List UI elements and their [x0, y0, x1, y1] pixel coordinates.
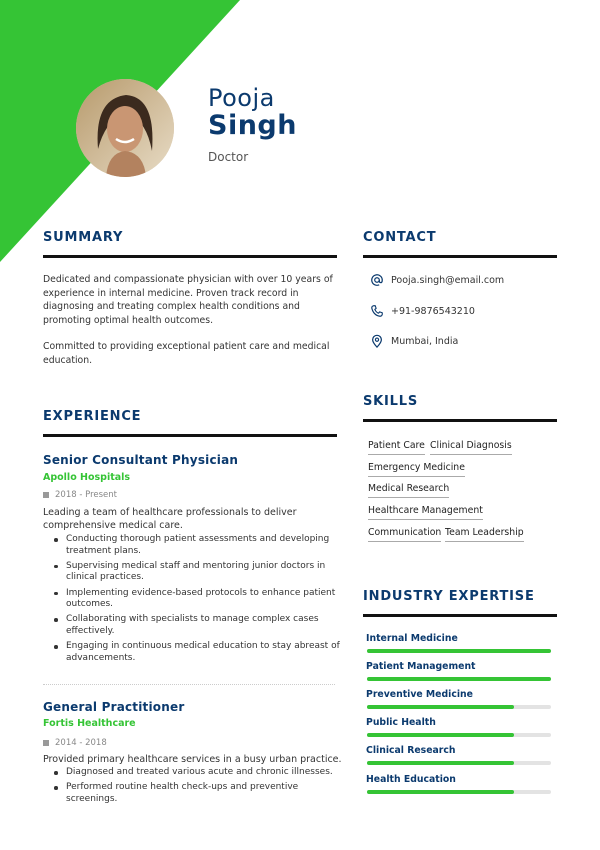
first-name: Pooja: [208, 84, 275, 112]
job-description-2: Provided primary healthcare services in a busy urban practice.: [43, 754, 342, 765]
expertise-bar: [367, 761, 551, 765]
list-item: Collaborating with specialists to manage complex cases effectively.: [43, 614, 343, 637]
list-item: Engaging in continuous medical education to stay abreast of advancements.: [43, 641, 343, 664]
list-item: Diagnosed and treated various acute and chronic illnesses.: [43, 767, 343, 779]
contact-heading: CONTACT: [363, 230, 437, 245]
contact-divider: [363, 255, 557, 258]
skill-tag: Communication: [368, 527, 441, 542]
job-dates-2: [43, 738, 107, 748]
expertise-bar: [367, 790, 551, 794]
expertise-heading: INDUSTRY EXPERTISE: [363, 589, 535, 604]
skill-tag: Team Leadership: [445, 527, 524, 542]
contact-phone-text: +91-9876543210: [391, 305, 475, 317]
location-pin-icon: [370, 334, 384, 348]
job-dates-2-text: 2014 - 2018: [55, 738, 107, 748]
expertise-bar-fill: [367, 733, 514, 737]
expertise-label: Clinical Research: [366, 745, 456, 756]
skills-divider: [363, 419, 557, 422]
phone-icon: [370, 304, 384, 318]
experience-heading: EXPERIENCE: [43, 409, 142, 424]
summary-paragraph-1: Dedicated and compassionate physician with over 10 years of experience in internal medicine. Proven track record in diagnosing and treating complex health conditions and promoting optimal health outcomes.: [43, 274, 333, 326]
calendar-icon: [43, 492, 49, 498]
job-bullets-2: [43, 767, 343, 809]
calendar-icon: [43, 740, 49, 746]
expertise-label: Preventive Medicine: [366, 689, 473, 700]
job-separator: [43, 684, 335, 685]
expertise-bar: [367, 705, 551, 709]
company-2: Fortis Healthcare: [43, 718, 136, 729]
summary-divider: [43, 255, 337, 258]
expertise-bar-fill: [367, 705, 514, 709]
expertise-bar: [367, 649, 551, 653]
contact-location: [370, 334, 458, 348]
skill-tag: Clinical Diagnosis: [430, 440, 512, 455]
job-title-1: Senior Consultant Physician: [43, 453, 239, 467]
expertise-bar: [367, 733, 551, 737]
at-icon: [370, 273, 384, 287]
job-title-2: General Practitioner: [43, 700, 185, 714]
contact-phone[interactable]: [370, 304, 475, 318]
expertise-label: Patient Management: [366, 661, 476, 672]
job-bullets-1: [43, 534, 343, 668]
list-item: Conducting thorough patient assessments and developing treatment plans.: [43, 534, 343, 557]
profile-photo: [76, 79, 174, 177]
contact-location-text: Mumbai, India: [391, 335, 459, 347]
skill-tag: Medical Research: [368, 483, 449, 498]
list-item: Implementing evidence-based protocols to enhance patient outcomes.: [43, 588, 343, 611]
experience-divider: [43, 434, 337, 437]
job-role: Doctor: [208, 150, 249, 164]
expertise-label: Internal Medicine: [366, 633, 458, 644]
job-dates-1-text: 2018 - Present: [55, 490, 117, 500]
list-item: Supervising medical staff and mentoring junior doctors in clinical practices.: [43, 561, 343, 584]
list-item: Performed routine health check-ups and preventive screenings.: [43, 782, 343, 805]
company-1: Apollo Hospitals: [43, 472, 131, 483]
job-description-1: Leading a team of healthcare professionals to deliver comprehensive medical care.: [43, 507, 297, 531]
contact-email[interactable]: [370, 273, 504, 287]
expertise-bar: [367, 677, 551, 681]
last-name: Singh: [208, 110, 297, 141]
job-dates-1: [43, 490, 117, 500]
expertise-divider: [363, 614, 557, 617]
summary-heading: SUMMARY: [43, 230, 124, 245]
summary-paragraph-2: Committed to providing exceptional patient care and medical education.: [43, 341, 330, 366]
expertise-label: Health Education: [366, 774, 456, 785]
contact-email-text: Pooja.singh@email.com: [391, 274, 505, 286]
skills-heading: SKILLS: [363, 394, 419, 409]
expertise-label: Public Health: [366, 717, 436, 728]
expertise-bar-fill: [367, 790, 514, 794]
expertise-bar-fill: [367, 761, 514, 765]
expertise-bar-fill: [367, 677, 551, 681]
expertise-bar-fill: [367, 649, 551, 653]
skill-tag: Emergency Medicine: [368, 462, 465, 477]
skill-tag: Healthcare Management: [368, 505, 483, 520]
skill-tag: Patient Care: [368, 440, 425, 455]
